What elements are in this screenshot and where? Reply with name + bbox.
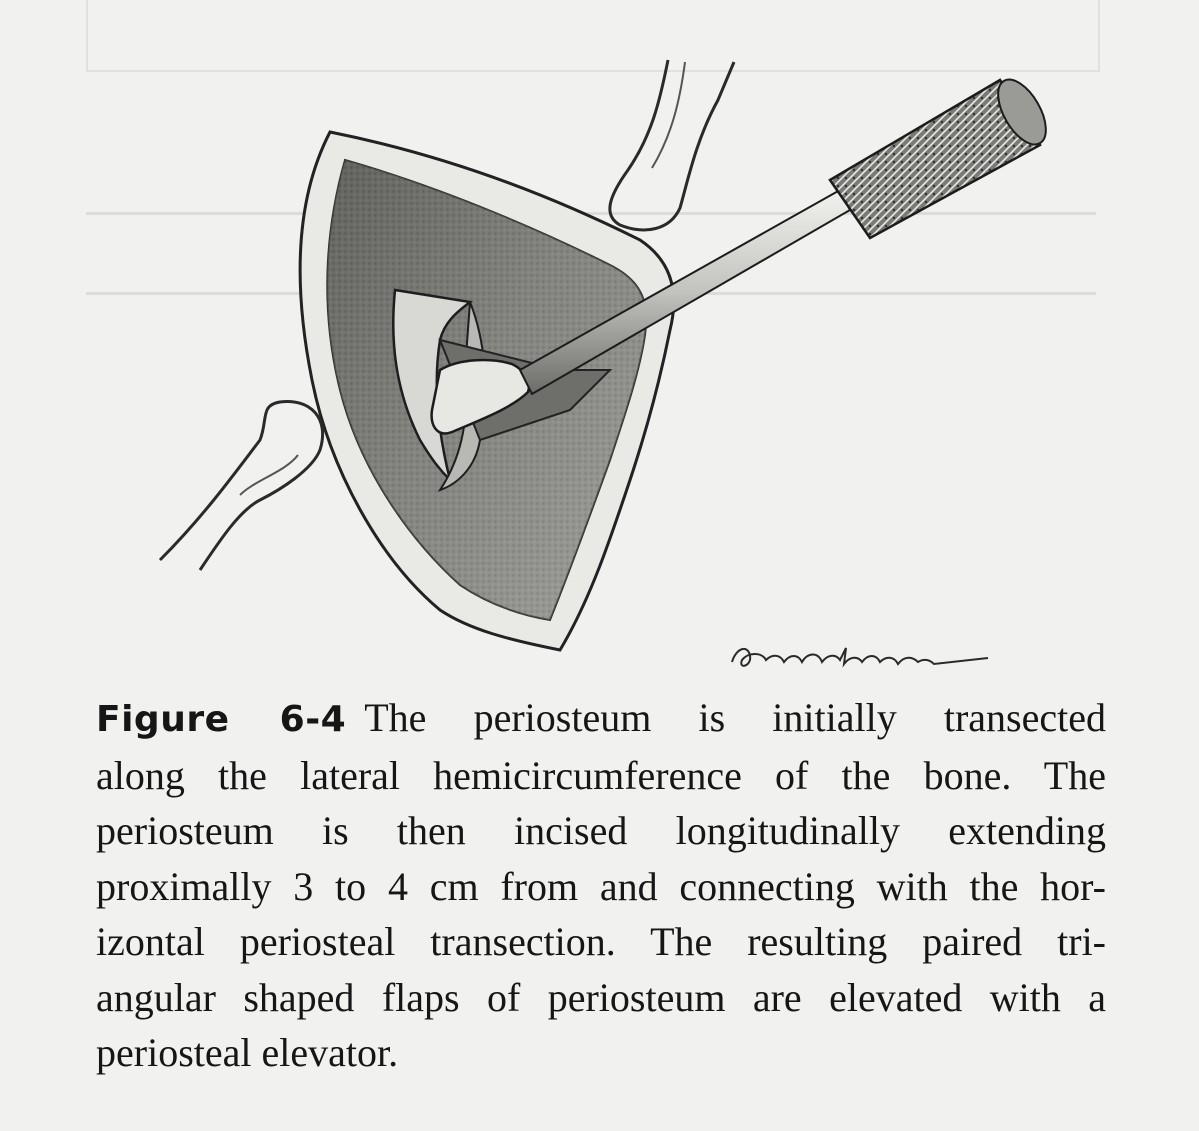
figure-caption [96,690,1106,1081]
lower-retractor [160,401,323,570]
figure-label: Figure 6-4 [96,699,347,740]
artist-signature [726,630,996,680]
caption-line: angular shaped flaps of periosteum are elevated with a [96,974,1106,1020]
caption-line: proximally 3 to 4 cm from and connecting with the hor- [96,863,1106,909]
surgical-illustration [140,40,1060,680]
caption-line: periosteum is then incised longitudinally extending [96,808,1106,853]
upper-retractor [610,60,734,230]
caption-line: izontal periosteal transection. The resulting paired tri- [96,919,1106,964]
caption-line: periosteal elevator. [96,1030,399,1075]
caption-line: along the lateral hemicircumference of the bone. The [96,752,1106,798]
caption-line: Figure 6-4 The periosteum is initially transected [96,695,1106,740]
